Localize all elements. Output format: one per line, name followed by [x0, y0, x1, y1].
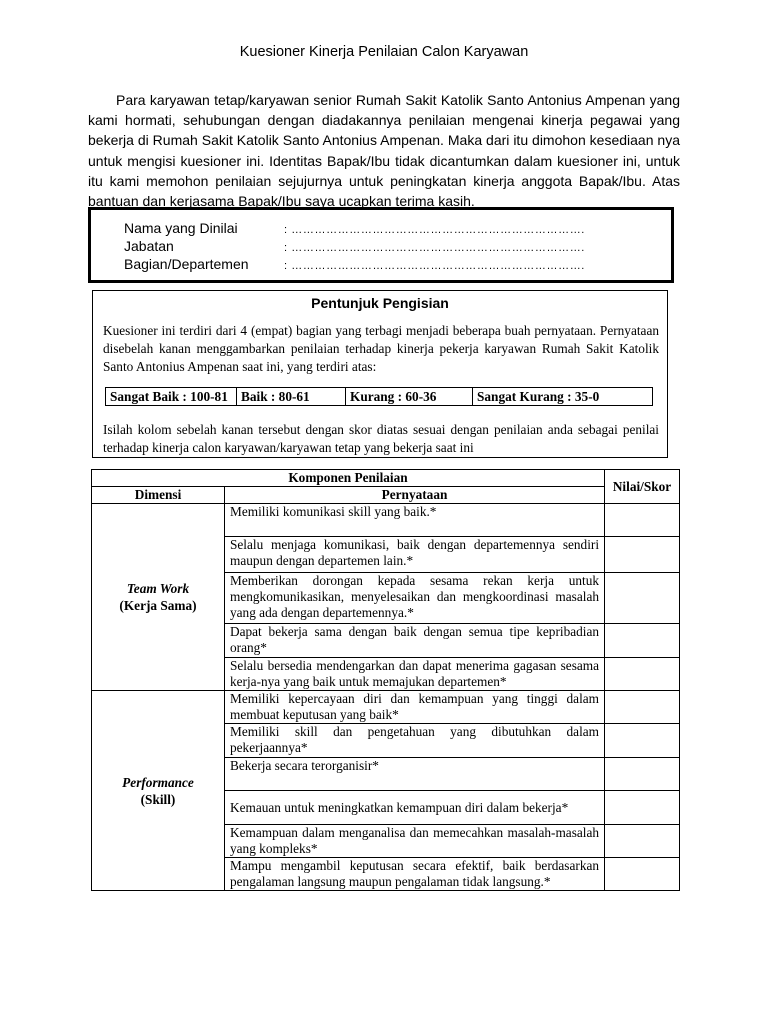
identity-row-name — [124, 218, 585, 238]
header-statement: Pernyataan — [225, 487, 605, 504]
statement-cell: Dapat bekerja sama dengan baik dengan semua tipe kepribadian orang* — [225, 624, 605, 658]
scale-very-poor: Sangat Kurang : 35-0 — [473, 388, 653, 406]
instructions-title: Pentunjuk Pengisian — [311, 295, 449, 311]
statement-cell: Kemauan untuk meningkatkan kemampuan diri dalam bekerja* — [225, 791, 605, 825]
identity-label: Jabatan — [124, 238, 174, 254]
score-cell[interactable] — [605, 504, 680, 537]
statement-cell: Bekerja secara terorganisir* — [225, 758, 605, 791]
table-row — [92, 691, 680, 724]
dimension-subtitle: (Skill) — [140, 791, 176, 807]
statement-cell: Mampu mengambil keputusan secara efektif, baik berdasarkan pengalaman langsung maupun pengalaman tidak langsung.* — [225, 858, 605, 891]
identity-blank-field[interactable]: : …………………………………………………………………. — [284, 260, 585, 272]
statement-cell: Memiliki kepercayaan diri dan kemampuan yang tinggi dalam membuat keputusan yang baik* — [225, 691, 605, 724]
header-component: Komponen Penilaian — [92, 470, 605, 487]
header-score: Nilai/Skor — [605, 470, 680, 504]
instructions-box — [92, 290, 668, 458]
instructions-paragraph: Kuesioner ini terdiri dari 4 (empat) bagian yang terbagi menjadi beberapa buah pernyataan. Pernyataan disebelah kanan menggambarkan penilaian terhadap kinerja pekerja karyawan Rumah Sakit Katolik Santo Antonius Ampenan saat ini, yang terdiri atas: — [103, 323, 659, 374]
score-cell[interactable] — [605, 537, 680, 573]
score-scale-table — [105, 387, 653, 406]
score-cell[interactable] — [605, 658, 680, 691]
dimension-title: Performance — [122, 774, 194, 790]
header-dimension: Dimensi — [92, 487, 225, 504]
document-title: Kuesioner Kinerja Penilaian Calon Karyawan — [239, 44, 529, 60]
scale-poor: Kurang : 60-36 — [346, 388, 473, 406]
table-row — [92, 504, 680, 537]
statement-cell: Memberikan dorongan kepada sesama rekan kerja untuk mengkomunikasikan, menyelesaikan dan mengkoordinasi masalah yang ada dengan departemennya.* — [225, 573, 605, 624]
score-cell[interactable] — [605, 573, 680, 624]
statement-cell: Memiliki komunikasi skill yang baik.* — [225, 504, 605, 537]
identity-label: Bagian/Departemen — [124, 256, 249, 272]
dimension-team-work — [92, 504, 225, 691]
scale-good: Baik : 80-61 — [237, 388, 346, 406]
score-cell[interactable] — [605, 858, 680, 891]
identity-label: Nama yang Dinilai — [124, 220, 238, 236]
statement-cell: Selalu bersedia mendengarkan dan dapat menerima gagasan sesama kerja-nya yang baik untuk memajukan departemen* — [225, 658, 605, 691]
statement-cell: Memiliki skill dan pengetahuan yang dibutuhkan dalam pekerjaannya* — [225, 724, 605, 758]
score-cell[interactable] — [605, 825, 680, 858]
score-cell[interactable] — [605, 791, 680, 825]
identity-row-department — [124, 254, 585, 274]
score-cell[interactable] — [605, 691, 680, 724]
score-cell[interactable] — [605, 758, 680, 791]
scale-very-good: Sangat Baik : 100-81 — [106, 388, 237, 406]
statement-cell: Kemampuan dalam menganalisa dan memecahkan masalah-masalah yang kompleks* — [225, 825, 605, 858]
fill-instructions-paragraph: Isilah kolom sebelah kanan tersebut dengan skor diatas sesuai dengan penilaian anda sebagai penilai terhadap kinerja calon karyawan/karyawan tetap yang bekerja saat ini — [103, 422, 659, 455]
dimension-title: Team Work — [126, 581, 190, 596]
score-cell[interactable] — [605, 724, 680, 758]
dimension-performance — [92, 691, 225, 891]
identity-blank-field[interactable]: : …………………………………………………………………. — [284, 224, 585, 236]
identity-row-position — [124, 236, 585, 256]
identity-blank-field[interactable]: : …………………………………………………………………. — [284, 242, 585, 254]
dimension-subtitle: (Kerja Sama) — [119, 598, 197, 613]
identity-box — [88, 207, 674, 283]
score-cell[interactable] — [605, 624, 680, 658]
statement-cell: Selalu menjaga komunikasi, baik dengan departemennya sendiri maupun dengan departemen lain.* — [225, 537, 605, 573]
intro-paragraph: Para karyawan tetap/karyawan senior Rumah Sakit Katolik Santo Antonius Ampenan yang kami hormati, sehubungan dengan diadakannya penilaian mengenai kinerja pegawai yang bekerja di Rumah Sakit Katolik Santo Antonius Ampenan. Maka dari itu dimohon kesediaan nya untuk mengisi kuesioner ini. Identitas Bapak/Ibu tidak dicantumkan dalam kuesioner ini, untuk itu kami memohon penilaian sejujurnya untuk peningkatan kinerja anggota Bapak/Ibu. Atas bantuan dan kerjasama Bapak/Ibu saya ucapkan terima kasih. — [88, 92, 680, 210]
assessment-table — [91, 469, 680, 891]
